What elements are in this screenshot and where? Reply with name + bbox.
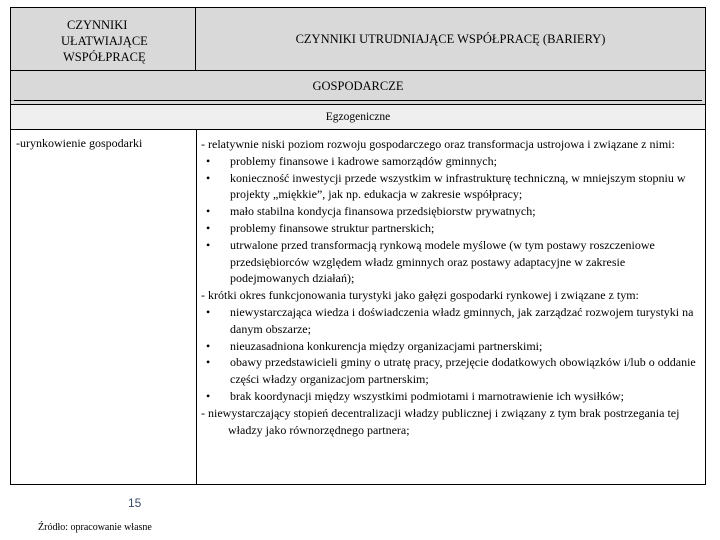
header-left-line-1: CZYNNIKI	[67, 18, 128, 32]
header-facilitating-factors	[11, 8, 196, 71]
page-number: 15	[128, 496, 142, 510]
column-divider	[196, 130, 197, 484]
list-item: • mało stabilna kondycja finansowa przedsiębiorstw prywatnych;	[206, 204, 536, 219]
barrier-intro-2: - krótki okres funkcjonowania turystyki jako gałęzi gospodarki rynkowej i związane z tym:	[201, 288, 639, 303]
barriers-cell	[201, 136, 701, 438]
header-left-line-3: WSPÓŁPRACĘ	[63, 50, 146, 64]
section-economic	[11, 71, 705, 105]
header-hindering-factors: CZYNNIKI UTRUDNIAJĄCE WSPÓŁPRACĘ (BARIERY)	[196, 8, 705, 71]
bullet-icon: •	[206, 220, 211, 235]
bullet-icon: •	[206, 304, 211, 319]
header-left-line-2: UŁATWIAJĄCE	[61, 34, 148, 48]
list-item: • konieczność inwestycji przede wszystkim w infrastrukturę techniczną, w mniejszym stopniu w projekty „miękkie”, jak np. edukacja w zakresie współpracy;	[206, 170, 686, 202]
bullet-icon: •	[206, 153, 211, 168]
barriers-table	[10, 7, 706, 485]
barrier-intro-1: - relatywnie niski poziom rozwoju gospodarczego oraz transformacja ustrojowa i związane z nimi:	[201, 137, 675, 151]
list-item: • problemy finansowe i kadrowe samorządów gminnych;	[206, 153, 497, 168]
list-item: • obawy przedstawicieli gminy o utratę pracy, przejęcie dodatkowych obowiązków i/lub o oddanie części władzy organizacjom partnerskim;	[206, 355, 696, 387]
bullet-icon: •	[206, 237, 211, 252]
facilitating-factor-cell: -urynkowienie gospodarki	[16, 136, 143, 150]
list-item: • niewystarczająca wiedza i doświadczenia władz gminnych, jak zarządzać rozwojem turystyki na danym obszarze;	[206, 304, 694, 336]
bullet-icon: •	[206, 355, 211, 370]
section-title: GOSPODARCZE	[312, 79, 404, 93]
list-item: • nieuzasadniona konkurencja między organizacjami partnerskimi;	[206, 338, 543, 353]
section-divider	[14, 100, 702, 101]
barrier-list-2	[201, 304, 701, 405]
source-note: Źródło: opracowanie własne	[38, 522, 152, 533]
list-item: • brak koordynacji między wszystkimi podmiotami i marnotrawienie ich wysiłków;	[206, 388, 624, 403]
bullet-icon: •	[206, 388, 211, 403]
subsection-exogenous: Egzogeniczne	[11, 105, 705, 130]
list-item: • utrwalone przed transformacją rynkową modele myślowe (w tym postawy roszczeniowe przedsiębiorców względem władz gminnych oraz postawy adaptacyjne w zakresie podejmowanych działań);	[206, 237, 655, 286]
barrier-list-1	[201, 153, 701, 287]
bullet-icon: •	[206, 338, 211, 353]
bullet-icon: •	[206, 204, 211, 219]
barrier-intro-3: - niewystarczający stopień decentralizacji władzy publicznej i związany z tym brak postrzegania tej władzy jako równorzędnego partnera;	[201, 405, 680, 437]
list-item: • problemy finansowe struktur partnerskich;	[206, 220, 435, 235]
bullet-icon: •	[206, 170, 211, 185]
